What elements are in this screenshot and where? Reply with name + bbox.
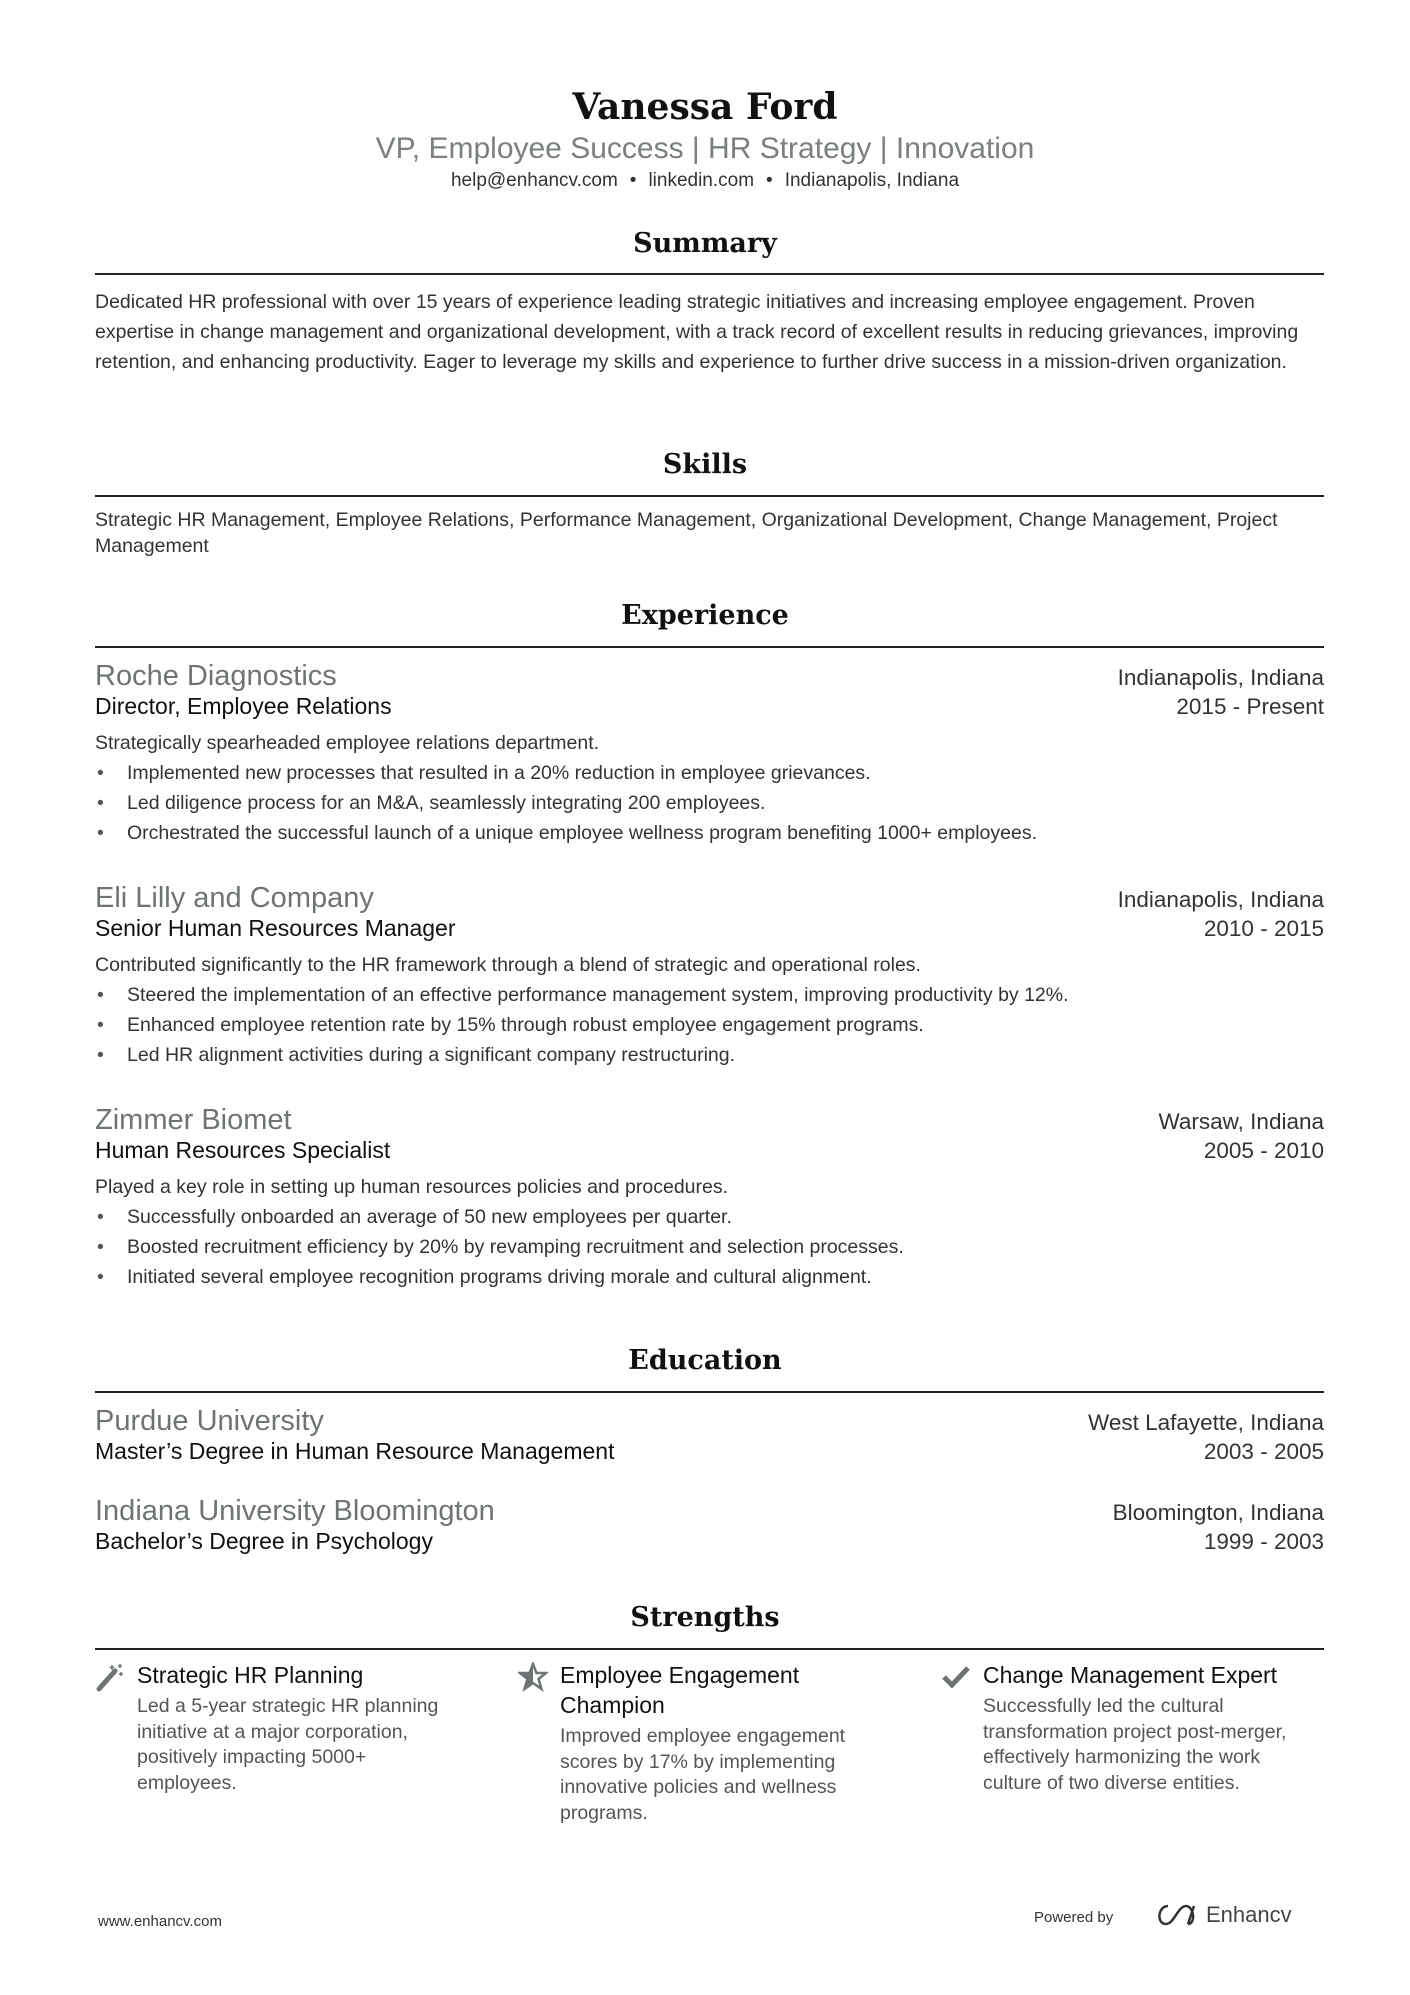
location: Indianapolis, Indiana <box>784 170 960 191</box>
job-location: Warsaw, Indiana <box>1158 1109 1324 1134</box>
job-location: Indianapolis, Indiana <box>1117 665 1324 690</box>
school-name: Indiana University Bloomington <box>95 1495 495 1527</box>
school-name: Purdue University <box>95 1405 324 1437</box>
bullet-item: • Enhanced employee retention rate by 15% through robust employee engagement programs. <box>95 1010 1324 1040</box>
contact-info <box>0 170 1410 192</box>
summary-text: Dedicated HR professional with over 15 years of experience leading strategic initiatives and increasing employee engagement. Proven expertise in change management and organizational development, with a track record of excellent results in reducing grievances, improving retention, and enhancing productivity. Eager to leverage my skills and experience to further drive success in a mission-driven organization. <box>95 291 1299 373</box>
bullet-item: • Implemented new processes that resulted in a 20% reduction in employee grievances. <box>95 758 1324 788</box>
powered-by-label: Powered by <box>1034 1909 1114 1926</box>
website-link[interactable]: www.enhancv.com <box>98 1913 222 1930</box>
strength-description: Successfully led the cultural transformation project post-merger, effectively harmonizing the work culture of two diverse entities. <box>983 1695 1287 1794</box>
linkedin-link[interactable]: linkedin.com <box>648 170 755 191</box>
enhancv-brand: Enhancv <box>1206 1902 1292 1927</box>
headline: VP, Employee Success | HR Strategy | Innovation <box>375 132 1035 165</box>
strength-title: Strategic HR Planning <box>137 1662 364 1688</box>
bullet-item: • Led HR alignment activities during a significant company restructuring. <box>95 1040 1324 1070</box>
job-location: Indianapolis, Indiana <box>1117 887 1324 912</box>
job-dates: 2005 - 2010 <box>1203 1138 1324 1163</box>
company-name: Zimmer Biomet <box>95 1104 292 1136</box>
job-entry <box>95 882 1324 1070</box>
job-dates: 2015 - Present <box>1176 694 1324 719</box>
strength-title: Change Management Expert <box>983 1662 1278 1688</box>
job-bullets <box>95 1202 1324 1292</box>
company-name: Roche Diagnostics <box>95 660 337 692</box>
email-link[interactable]: help@enhancv.com <box>450 170 618 191</box>
divider <box>95 495 1324 497</box>
bullet-item: • Successfully onboarded an average of 50 new employees per quarter. <box>95 1202 1324 1232</box>
divider <box>95 1391 1324 1393</box>
divider <box>95 646 1324 648</box>
strength-description: Improved employee engagement scores by 17% by implementing innovative policies and wellness programs. <box>560 1725 846 1824</box>
degree: Master’s Degree in Human Resource Management <box>95 1438 615 1464</box>
section-title-strengths: Strengths <box>630 1602 780 1633</box>
bullet-item: • Orchestrated the successful launch of a unique employee wellness program benefiting 1000+ employees. <box>95 818 1324 848</box>
separator-dot: • <box>766 170 773 191</box>
section-title-education: Education <box>628 1345 782 1376</box>
bullet-item: • Led diligence process for an M&A, seamlessly integrating 200 employees. <box>95 788 1324 818</box>
section-title-experience: Experience <box>621 600 789 631</box>
job-role: Director, Employee Relations <box>95 693 392 719</box>
job-role: Human Resources Specialist <box>95 1137 391 1163</box>
company-name: Eli Lilly and Company <box>95 882 374 914</box>
education-entry <box>95 1405 1324 1465</box>
separator-dot: • <box>629 170 637 191</box>
education-entry <box>95 1495 1324 1555</box>
job-bullets <box>95 980 1324 1070</box>
job-description: Strategically spearheaded employee relations department. <box>95 732 600 754</box>
strength-item <box>518 1660 918 1826</box>
divider <box>95 273 1324 275</box>
job-description: Contributed significantly to the HR framework through a blend of strategic and operational roles. <box>95 954 921 976</box>
job-role: Senior Human Resources Manager <box>95 915 456 941</box>
strength-item <box>95 1660 495 1796</box>
bullet-item: • Steered the implementation of an effective performance management system, improving productivity by 12%. <box>95 980 1324 1010</box>
divider <box>95 1648 1324 1650</box>
enhancv-logo-icon <box>1154 1902 1200 1928</box>
strength-item <box>941 1660 1341 1796</box>
section-title-skills: Skills <box>662 449 748 480</box>
bullet-item: • Initiated several employee recognition programs driving morale and cultural alignment. <box>95 1262 1324 1292</box>
skills-text: Strategic HR Management, Employee Relations, Performance Management, Organizational Development, Change Management, Project Management <box>95 509 1278 557</box>
job-description: Played a key role in setting up human resources policies and procedures. <box>95 1176 729 1198</box>
enhancv-logo[interactable] <box>1154 1902 1292 1928</box>
school-location: West Lafayette, Indiana <box>1088 1410 1324 1435</box>
job-entry <box>95 1104 1324 1292</box>
education-dates: 2003 - 2005 <box>1203 1439 1324 1464</box>
school-location: Bloomington, Indiana <box>1112 1500 1324 1525</box>
candidate-name: Vanessa Ford <box>572 86 838 128</box>
bullet-item: • Boosted recruitment efficiency by 20% by revamping recruitment and selection processes. <box>95 1232 1324 1262</box>
job-bullets <box>95 758 1324 848</box>
degree: Bachelor’s Degree in Psychology <box>95 1528 433 1554</box>
strength-title: Employee Engagement Champion <box>560 1662 800 1718</box>
section-title-summary: Summary <box>633 228 777 259</box>
job-dates: 2010 - 2015 <box>1203 916 1324 941</box>
job-entry <box>95 660 1324 848</box>
education-dates: 1999 - 2003 <box>1203 1529 1324 1554</box>
strength-description: Led a 5-year strategic HR planning initiative at a major corporation, positively impacting 5000+ employees. <box>137 1695 439 1794</box>
